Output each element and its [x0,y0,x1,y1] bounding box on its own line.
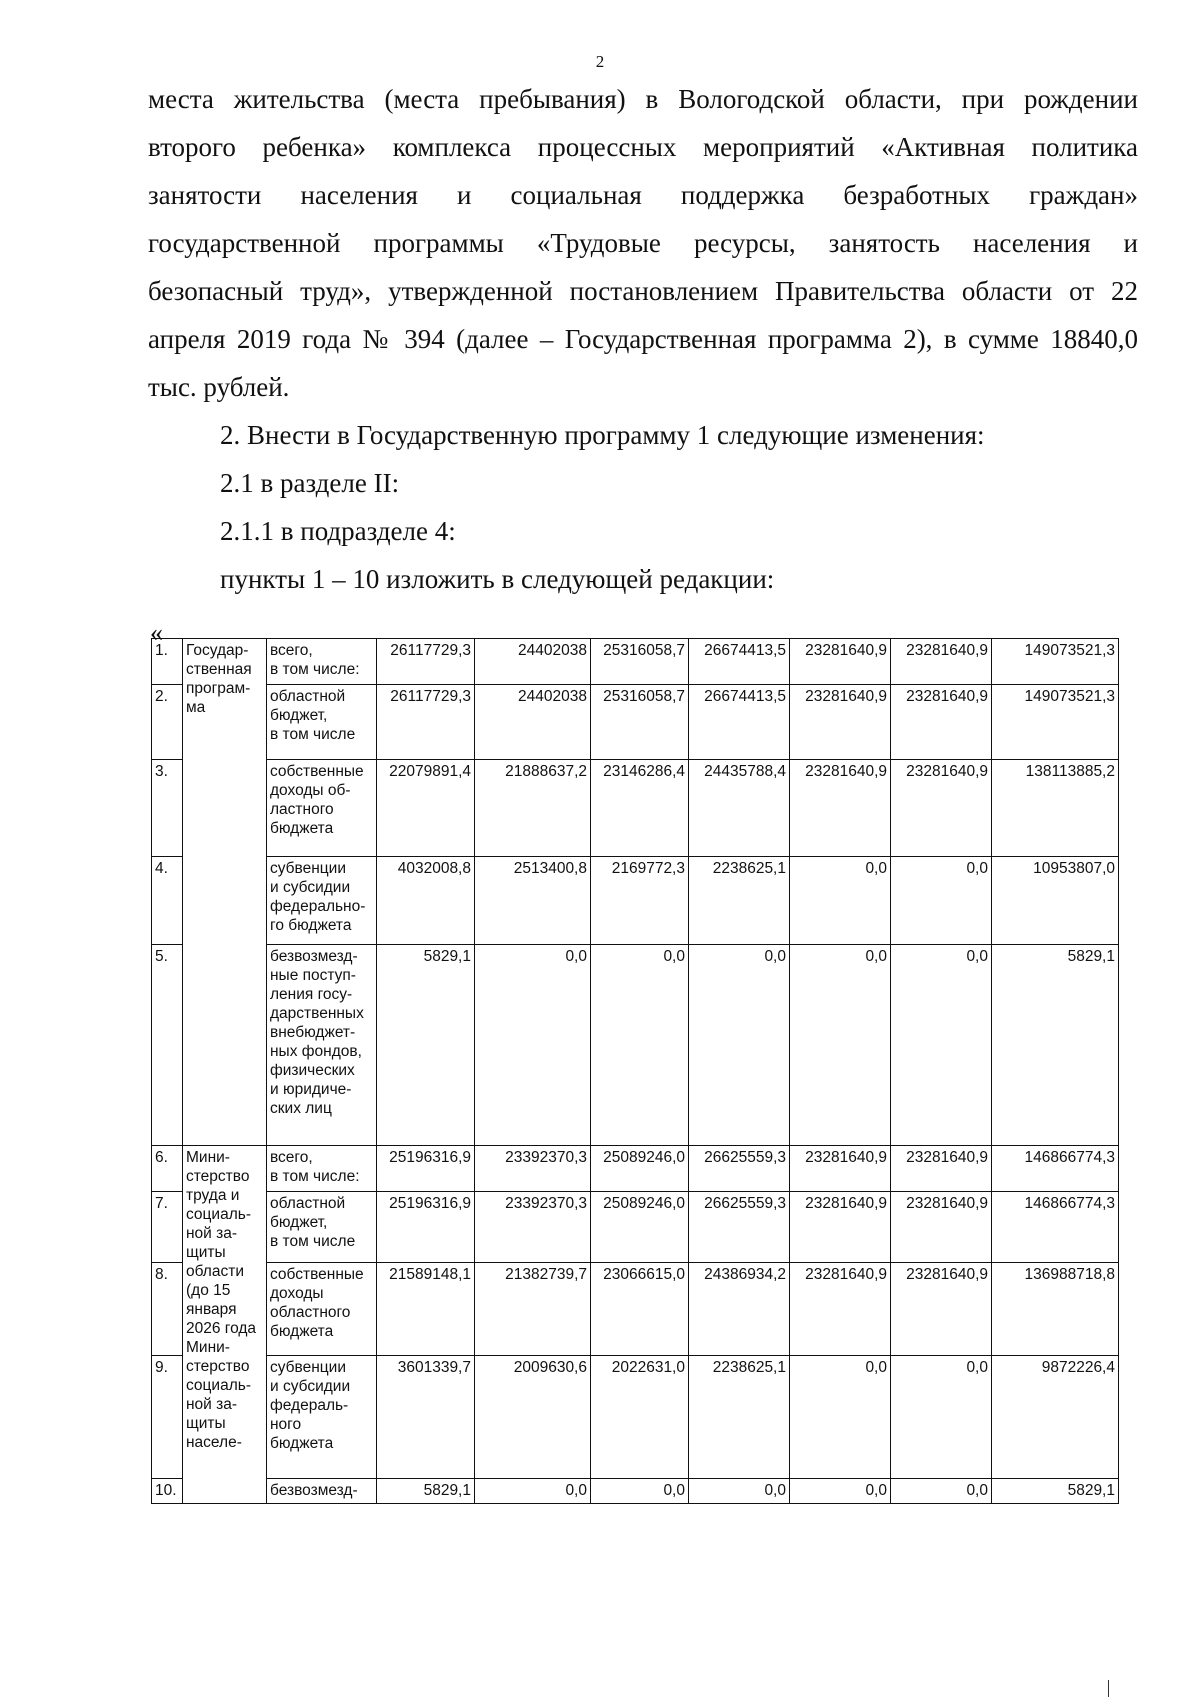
amount-cell: 26674413,5 [689,685,790,760]
amount-cell: 0,0 [891,1356,992,1479]
amount-cell: 23146286,4 [591,760,689,857]
row-number: 2. [152,685,183,760]
amount-cell: 2169772,3 [591,857,689,945]
amount-cell: 25196316,9 [377,1146,475,1192]
table-row [152,639,1119,685]
funding-source-cell: всего, в том числе: [267,1146,377,1192]
amount-cell: 23281640,9 [790,639,891,685]
amount-cell: 0,0 [790,945,891,1146]
row-number: 6. [152,1146,183,1192]
amount-cell: 23392370,3 [475,1146,591,1192]
row-number: 1. [152,639,183,685]
funding-source-cell: безвозмезд- [267,1479,377,1504]
table-row [152,1146,1119,1192]
executor-name-cell: Мини- стерство труда и социаль- ной за- щиты области (до 15 января 2026 года Мини- стерство социаль- ной за- щиты населе- [183,1146,267,1504]
amount-cell: 23066615,0 [591,1263,689,1356]
amount-cell: 2513400,8 [475,857,591,945]
amount-cell: 23281640,9 [891,1146,992,1192]
amount-cell: 23281640,9 [891,685,992,760]
amount-cell: 26674413,5 [689,639,790,685]
amount-cell: 0,0 [591,1479,689,1504]
amount-cell: 136988718,8 [992,1263,1119,1356]
amount-cell: 24402038 [475,685,591,760]
amount-cell: 25089246,0 [591,1192,689,1263]
table-row [152,1479,1119,1504]
table-row [152,1263,1119,1356]
body-line: тыс. рублей. [148,372,290,402]
amount-cell: 0,0 [689,945,790,1146]
table-row [152,857,1119,945]
amount-cell: 26117729,3 [377,639,475,685]
page-edge-mark [1108,1680,1109,1697]
table-row [152,760,1119,857]
amount-cell: 24402038 [475,639,591,685]
amount-cell: 26625559,3 [689,1146,790,1192]
amount-cell: 2022631,0 [591,1356,689,1479]
body-line: апреля 2019 года № 394 (далее – Государственная программа 2), в сумме 18840,0 [148,324,1138,354]
row-number: 7. [152,1192,183,1263]
amount-cell: 0,0 [475,945,591,1146]
table-row [152,1192,1119,1263]
amount-cell: 2238625,1 [689,857,790,945]
funding-source-cell: собственные доходы областного бюджета [267,1263,377,1356]
body-line: занятости населения и социальная поддержка безработных граждан» [148,180,1138,210]
table-row [152,685,1119,760]
amount-cell: 25089246,0 [591,1146,689,1192]
amount-cell: 4032008,8 [377,857,475,945]
amount-cell: 5829,1 [992,945,1119,1146]
amount-cell: 0,0 [790,1479,891,1504]
amount-cell: 25316058,7 [591,639,689,685]
row-number: 8. [152,1263,183,1356]
funding-source-cell: субвенции и субсидии федерально- го бюджета [267,857,377,945]
amount-cell: 26117729,3 [377,685,475,760]
budget-table-body [152,639,1119,1504]
body-line: безопасный труд», утвержденной постановлением Правительства области от 22 [148,276,1138,306]
amount-cell: 23281640,9 [790,1263,891,1356]
table-row [152,1356,1119,1479]
amount-cell: 23281640,9 [790,1192,891,1263]
funding-source-cell: областной бюджет, в том числе [267,685,377,760]
row-number: 3. [152,760,183,857]
program-name-cell: Государ- ственная програм- ма [183,639,267,1146]
body-line: государственной программы «Трудовые ресурсы, занятость населения и [148,228,1138,258]
amount-cell: 23281640,9 [790,685,891,760]
funding-source-cell: собственные доходы об- ластного бюджета [267,760,377,857]
body-line: места жительства (места пребывания) в Вологодской области, при рождении [148,84,1138,114]
amount-cell: 2238625,1 [689,1356,790,1479]
amount-cell: 23281640,9 [891,639,992,685]
amount-cell: 5829,1 [992,1479,1119,1504]
amount-cell: 22079891,4 [377,760,475,857]
amount-cell: 21382739,7 [475,1263,591,1356]
amount-cell: 23281640,9 [790,1146,891,1192]
amount-cell: 0,0 [790,857,891,945]
amount-cell: 0,0 [790,1356,891,1479]
amount-cell: 0,0 [891,857,992,945]
amount-cell: 146866774,3 [992,1192,1119,1263]
budget-table [151,638,1119,1504]
amount-cell: 0,0 [891,1479,992,1504]
amendment-paragraphs [148,411,1138,603]
funding-source-cell: всего, в том числе: [267,639,377,685]
amount-cell: 25196316,9 [377,1192,475,1263]
row-number: 9. [152,1356,183,1479]
row-number: 5. [152,945,183,1146]
amount-cell: 149073521,3 [992,685,1119,760]
amount-cell: 2009630,6 [475,1356,591,1479]
paragraph-line: 2.1 в разделе II: [220,468,400,498]
row-number: 10. [152,1479,183,1504]
table-row [152,945,1119,1146]
amount-cell: 21888637,2 [475,760,591,857]
amount-cell: 24386934,2 [689,1263,790,1356]
amount-cell: 9872226,4 [992,1356,1119,1479]
amount-cell: 0,0 [591,945,689,1146]
document-body [148,75,1138,603]
amount-cell: 10953807,0 [992,857,1119,945]
amount-cell: 23281640,9 [891,1192,992,1263]
body-line: второго ребенка» комплекса процессных мероприятий «Активная политика [148,132,1138,162]
amount-cell: 138113885,2 [992,760,1119,857]
amount-cell: 146866774,3 [992,1146,1119,1192]
amount-cell: 23281640,9 [891,1263,992,1356]
page-number: 2 [595,52,605,71]
amount-cell: 24435788,4 [689,760,790,857]
paragraph-line: пункты 1 – 10 изложить в следующей редакции: [220,564,775,594]
amount-cell: 0,0 [891,945,992,1146]
funding-source-cell: безвозмезд- ные поступ- ления госу- дарственных внебюджет- ных фондов, физических и юридиче- ских лиц [267,945,377,1146]
amount-cell: 21589148,1 [377,1263,475,1356]
amount-cell: 5829,1 [377,945,475,1146]
amount-cell: 0,0 [475,1479,591,1504]
row-number: 4. [152,857,183,945]
amount-cell: 23392370,3 [475,1192,591,1263]
amount-cell: 3601339,7 [377,1356,475,1479]
amount-cell: 149073521,3 [992,639,1119,685]
amount-cell: 25316058,7 [591,685,689,760]
continuation-paragraph [148,75,1138,411]
amount-cell: 0,0 [689,1479,790,1504]
opening-quote: « [150,618,163,647]
paragraph-line: 2. Внести в Государственную программу 1 следующие изменения: [220,420,985,450]
amount-cell: 23281640,9 [790,760,891,857]
amount-cell: 5829,1 [377,1479,475,1504]
paragraph-line: 2.1.1 в подразделе 4: [220,516,456,546]
amount-cell: 23281640,9 [891,760,992,857]
funding-source-cell: субвенции и субсидии федераль- ного бюджета [267,1356,377,1479]
amount-cell: 26625559,3 [689,1192,790,1263]
funding-source-cell: областной бюджет, в том числе [267,1192,377,1263]
